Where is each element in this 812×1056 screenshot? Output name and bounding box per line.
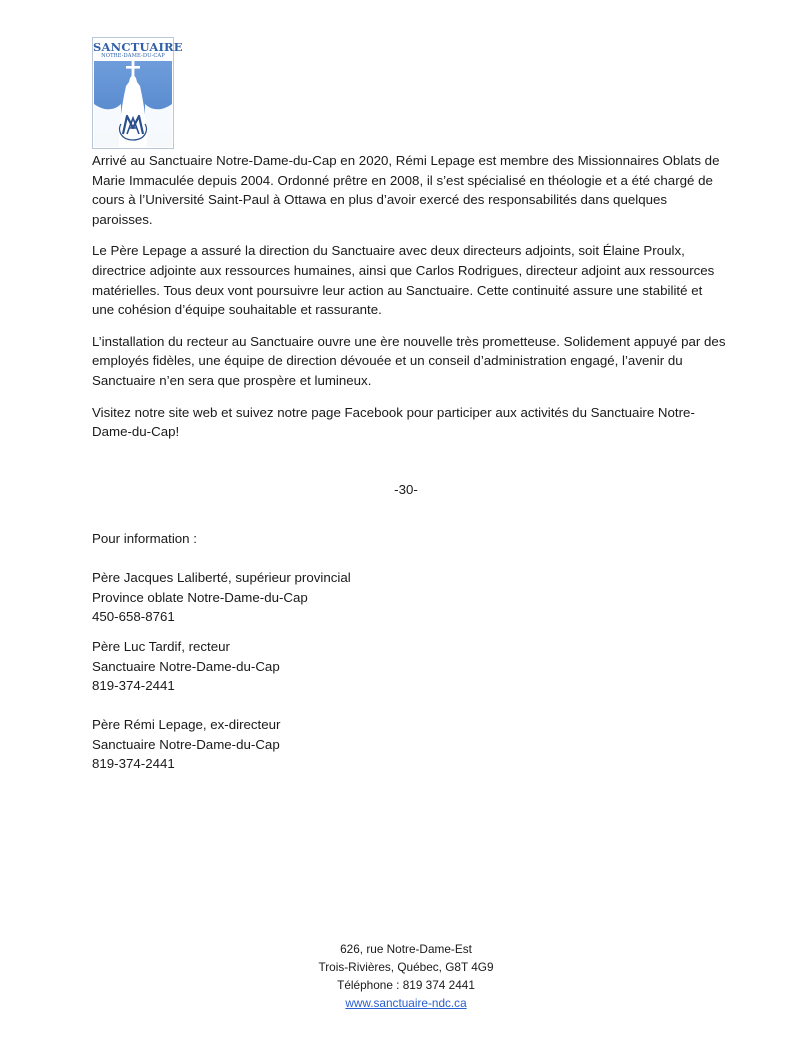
contact-org: Province oblate Notre-Dame-du-Cap <box>92 589 308 605</box>
sanctuary-logo <box>92 37 183 149</box>
footer-phone: Téléphone : 819 374 2441 <box>337 978 475 992</box>
contact-phone: 819-374-2441 <box>92 678 175 694</box>
contact-name: Père Rémi Lepage, ex-directeur <box>92 717 281 732</box>
contact-block <box>92 568 351 627</box>
end-mark: -30- <box>394 482 418 497</box>
paragraph-2: Le Père Lepage a assuré la direction du Sanctuaire avec deux directeurs adjoints, soit Élaine Proulx, directrice adjointe aux ressources humaines, ainsi que Carlos Rodrigues, directeur adjoint aux ressources matérielles. Tous deux vont poursuivre leur action au Sanctuaire. Cette continuité assure une stabilité et une cohésion d’équipe souhaitable et rassurante. <box>92 243 715 318</box>
website-link[interactable]: www.sanctuaire-ndc.ca <box>345 996 467 1010</box>
press-release-body <box>92 151 728 454</box>
contact-org: Sanctuaire Notre-Dame-du-Cap <box>92 658 280 674</box>
contact-name: Père Jacques Laliberté, supérieur provincial <box>92 570 351 585</box>
contact-name: Père Luc Tardif, recteur <box>92 639 230 654</box>
footer-address <box>0 940 812 1012</box>
contact-intro: Pour information : <box>92 531 197 546</box>
logo-title: SANCTUAIRE <box>93 40 183 54</box>
paragraph-4: Visitez notre site web et suivez notre page Facebook pour participer aux activités du Sanctuaire Notre-Dame-du-Cap! <box>92 404 695 440</box>
contact-block <box>92 715 280 774</box>
contact-org: Sanctuaire Notre-Dame-du-Cap <box>92 736 280 752</box>
paragraph-3: L’installation du recteur au Sanctuaire ouvre une ère nouvelle très prometteuse. Solidement appuyé par des employés fidèles, une équipe de direction dévouée et un conseil d’administration engagé, l’avenir du Sanctuaire n’en sera que prospère et lumineux. <box>92 333 726 388</box>
contact-phone: 450-658-8761 <box>92 609 175 625</box>
logo-subtitle: NOTRE-DAME-DU-CAP <box>101 53 165 59</box>
contact-block <box>92 637 280 696</box>
paragraph-1: Arrivé au Sanctuaire Notre-Dame-du-Cap en 2020, Rémi Lepage est membre des Missionnaires Oblats de Marie Immaculée depuis 2004. Ordonné prêtre en 2008, il s’est spécialisé en théologie et a été chargé de cours à l’Université Saint-Paul à Ottawa en plus d’avoir exercé des responsabilités dans quelques paroisses. <box>92 153 720 227</box>
footer-street: 626, rue Notre-Dame-Est <box>340 942 472 956</box>
contact-phone: 819-374-2441 <box>92 756 175 772</box>
footer-city: Trois-Rivières, Québec, G8T 4G9 <box>318 960 494 974</box>
logo-emblem-icon <box>93 60 173 148</box>
